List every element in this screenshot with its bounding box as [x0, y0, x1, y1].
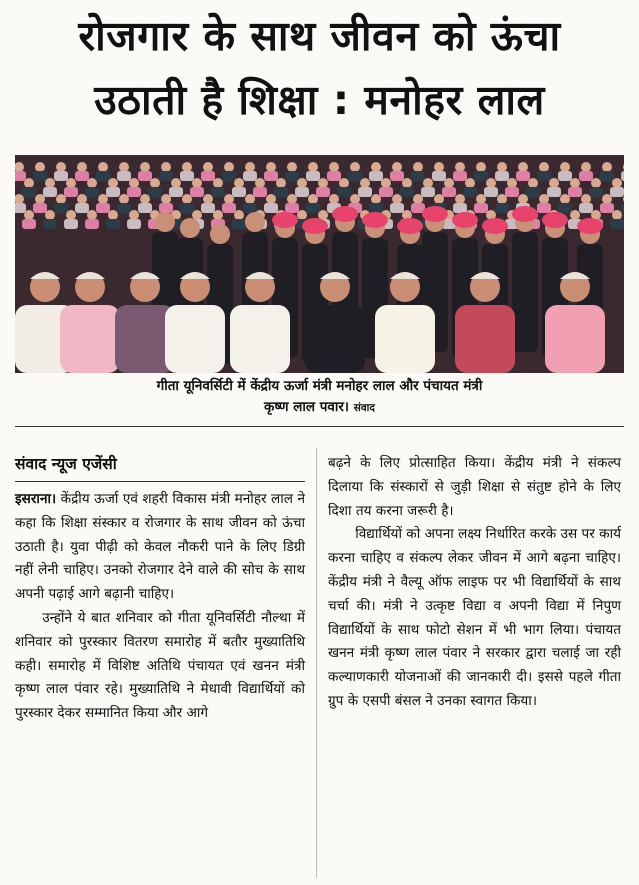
dateline: इसराना। [15, 491, 57, 507]
article-paragraph-4: विद्यार्थियों को अपना लक्ष्य निर्धारित करके उस पर कार्य करना चाहिए व संकल्प लेकर जीवन में आगे बढ़ना चाहिए। केंद्रीय मंत्री ने वैल्यू ऑफ लाइफ पर भी विद्यार्थियों के साथ चर्चा की। मंत्री ने उत्कृष्ट विद्या व अपनी विद्या में निपुण विद्यार्थियों के साथ फोटो सेशन में भी भाग लिया। पंचायत खनन मंत्री कृष्ण लाल पंवार ने सरकार द्वारा चलाई जा रही कल्याणकारी योजनाओं की जानकारी दी। इससे पहले गीता ग्रुप के एसपी बंसल ने उनका स्वागत किया। [328, 526, 621, 709]
caption-line-2 [15, 397, 624, 419]
article-paragraph-1-text: केंद्रीय ऊर्जा एवं शहरी विकास मंत्री मनोहर लाल ने कहा कि शिक्षा संस्कार व रोजगार के साथ जीवन को ऊंचा उठाती है। युवा पीढ़ी को केवल नौकरी पाने के लिए डिग्री नहीं लेनी चाहिए। उनको रोजगार देने वाले की सोच के साथ अपनी पढ़ाई आगे बढ़ानी चाहिए। [15, 491, 305, 603]
article-paragraph-3: बढ़ने के लिए प्रोत्साहित किया। केंद्रीय मंत्री ने संकल्प दिलाया कि संस्कारों से जुड़ी शिक्षा से संतुष्ट होने के लिए दिशा तय करना जरूरी है। [328, 455, 621, 519]
headline-line-2: उठाती है शिक्षा : मनोहर लाल [94, 76, 545, 124]
article-left-column [15, 488, 305, 726]
event-photo-illustration [15, 155, 624, 373]
article-paragraph-1 [15, 488, 305, 607]
photo-caption [15, 376, 624, 419]
event-photo [15, 155, 624, 373]
caption-divider [15, 426, 624, 427]
article-right-column [328, 452, 621, 714]
headline-line-1: रोजगार के साथ जीवन को ऊंचा [78, 12, 561, 60]
caption-source: संवाद [353, 402, 375, 414]
article-paragraph-2: उन्होंने ये बात शनिवार को गीता यूनिवर्सिटी नौल्था में शनिवार को पुरस्कार वितरण समारोह में बतौर मुख्यातिथि कही। समारोह में विशिष्ट अतिथि पंचायत एवं खनन मंत्री कृष्ण लाल पंवार रहे। मुख्यातिथि ने मेधावी विद्यार्थियों को पुरस्कार देकर सम्मानित किया और आगे [15, 609, 305, 722]
byline: संवाद न्यूज एजेंसी [15, 455, 117, 473]
column-divider [316, 448, 317, 878]
caption-line-1: गीता यूनिवर्सिटी में केंद्रीय ऊर्जा मंत्री मनोहर लाल और पंचायत मंत्री [156, 378, 483, 394]
caption-line-2-text: कृष्ण लाल पवार। [264, 399, 350, 415]
headline [0, 4, 639, 132]
byline-divider [15, 481, 305, 482]
